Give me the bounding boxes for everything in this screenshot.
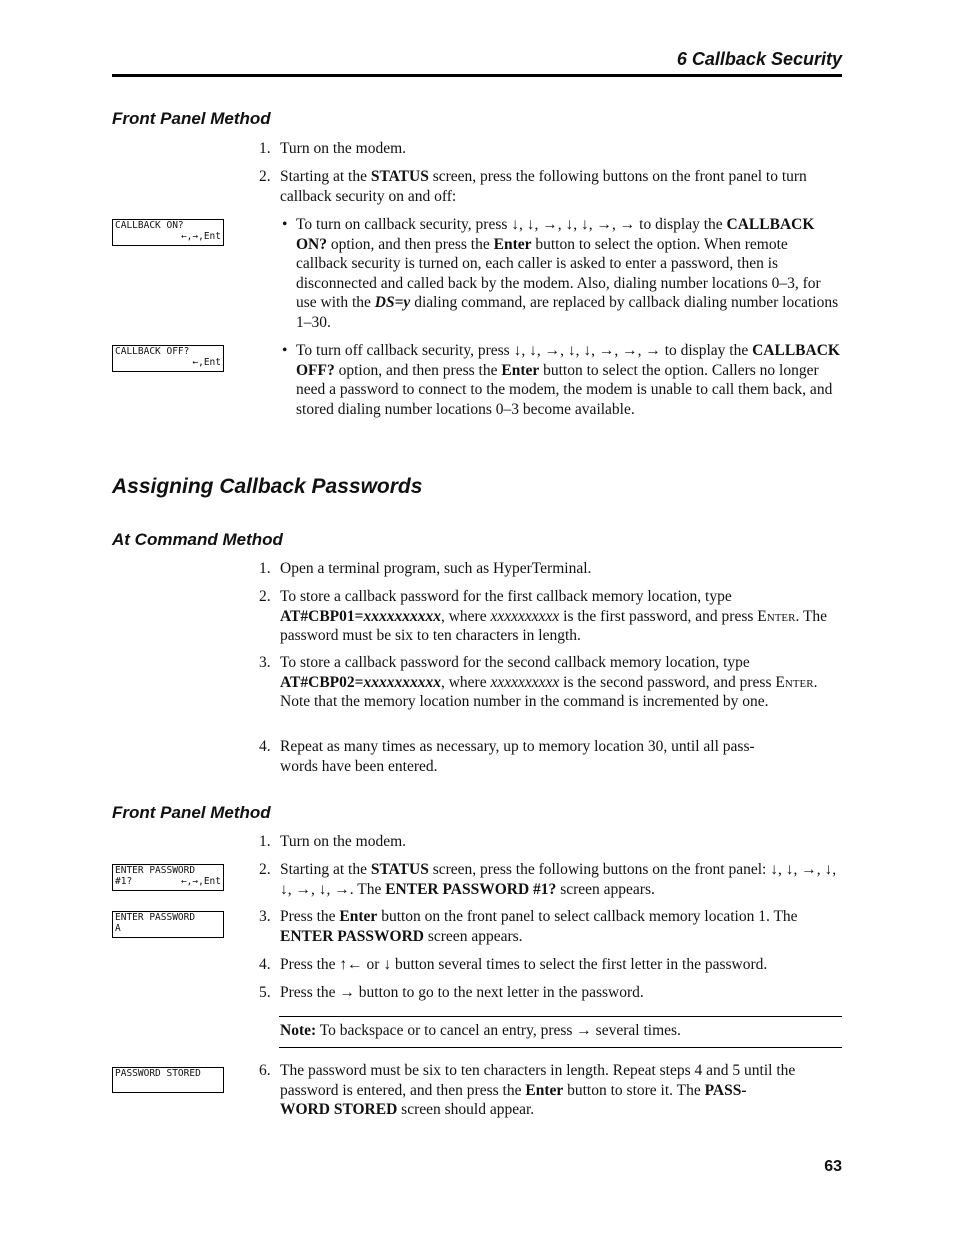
note-rule-top [279,1016,842,1017]
section-heading-front-panel-1: Front Panel Method [112,109,271,128]
lcd-line: CALLBACK ON? [115,220,184,231]
step-text: Repeat as many times as necessary, up to memory location 30, until all pass- words have been entered. [280,738,755,775]
step-number: 5. [259,984,271,1001]
step-number: 2. [259,168,271,185]
step-text: Open a terminal program, such as HyperTerminal. [280,560,592,577]
bullet-dot: • [282,342,288,359]
section-heading-at-command: At Command Method [112,530,283,549]
step-number: 1. [259,833,271,850]
step-number: 1. [259,140,271,157]
lcd-line-2 [115,877,221,888]
step-number: 2. [259,861,271,878]
step-text: To store a callback password for the second callback memory location, type AT#CBP02=xxxxxxxxxx, where xxxxxxxxxx is the second password, and press Enter. Note that the memory location number in the command is incremented by one. [280,654,818,710]
lcd-enter-password-2 [112,911,224,938]
page-number: 63 [824,1158,842,1175]
lcd-line: ENTER PASSWORD [115,912,196,923]
step-text: Press the → button to go to the next letter in the password. [280,984,644,1001]
page-title: Assigning Callback Passwords [112,475,423,498]
step-text: Press the Enter button on the front panel to select callback memory location 1. The ENTER PASSWORD screen appears. [280,908,798,945]
note: Note: To backspace or to cancel an entry, press → several times. [280,1022,681,1039]
section-heading-front-panel-2: Front Panel Method [112,803,271,822]
step-number: 4. [259,956,271,973]
bullet-text: To turn off callback security, press ↓, ↓, →, ↓, ↓, →, →, → to display the CALLBACK OFF? option, and then press the Enter button to select the option. Callers no longer need a password to connect to the modem, the modem is unable to call them back, and stored dialing number locations 0–3 become available. [296,342,840,418]
step-text: Press the ↑← or ↓ button several times to select the first letter in the password. [280,956,768,973]
step-number: 1. [259,560,271,577]
step-text: The password must be six to ten characters in length. Repeat steps 4 and 5 until the password is entered, and then press the Enter button to store it. The PASS- WORD STORED screen should appear. [280,1062,796,1118]
lcd-line: ←,→,Ent [180,230,221,242]
step-number: 3. [259,908,271,925]
step-text: Starting at the STATUS screen, press the following buttons on the front panel to turn callback security on and off: [280,168,807,205]
lcd-callback-off [112,345,224,372]
lcd-line: ENTER PASSWORD [115,865,196,876]
step-text: Turn on the modem. [280,833,407,850]
header-rule [112,74,842,77]
lcd-password-stored [112,1067,224,1093]
lcd-line: #1? [115,875,133,887]
step-text: To store a callback password for the first callback memory location, type AT#CBP01=xxxxxxxxxx, where xxxxxxxxxx is the first password, and press Enter. The password must be six to ten characters in length. [280,588,828,644]
chapter-header: 6 Callback Security [676,49,842,69]
step-number: 2. [259,588,271,605]
lcd-line: ←,→,Ent [180,875,221,887]
lcd-callback-on [112,219,224,246]
bullet-dot: • [282,216,288,233]
step-number: 4. [259,738,271,755]
step-text: Turn on the modem. [280,140,407,157]
lcd-line: ←,Ent [192,356,221,368]
lcd-line: PASSWORD STORED [115,1068,201,1079]
lcd-enter-password-1 [112,864,224,891]
step-number: 6. [259,1062,271,1079]
lcd-line: CALLBACK OFF? [115,346,190,357]
step-number: 3. [259,654,271,671]
step-text: Starting at the STATUS screen, press the following buttons on the front panel: ↓, ↓, →, ↓, ↓, →, ↓, →. The ENTER PASSWORD #1? screen appears. [280,861,837,898]
bullet-text: To turn on callback security, press ↓, ↓, →, ↓, ↓, →, → to display the CALLBACK ON? option, and then press the Enter button to select the option. When remote callback security is turned on, each caller is asked to enter a password, then is disconnected and called back by the modem. Also, dialing number locations 0–3, for use with the DS=y dialing command, are replaced by callback dialing number locations 1–30. [296,216,839,331]
note-rule-bottom [279,1047,842,1048]
lcd-line: A [115,922,121,934]
